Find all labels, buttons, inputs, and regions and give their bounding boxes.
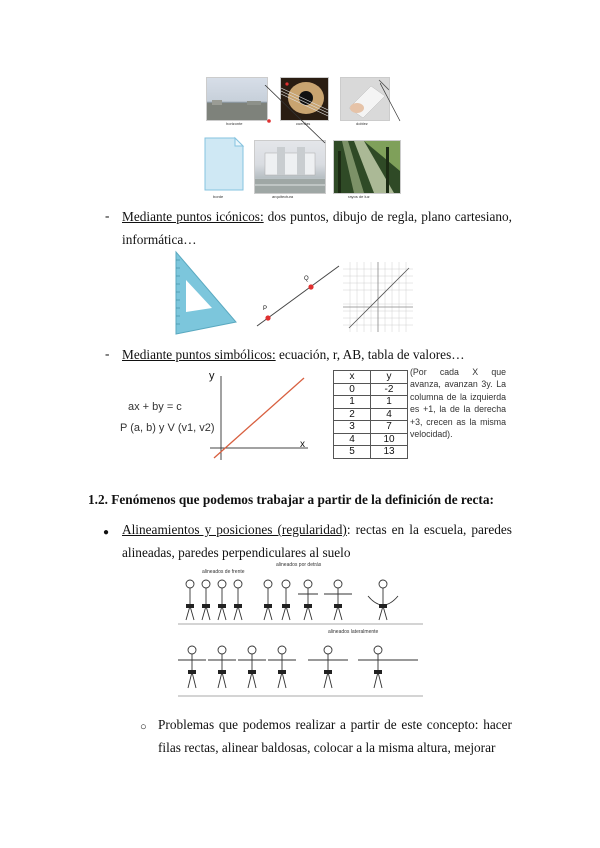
table-cell: 1 [371,396,408,409]
table-cell: 7 [371,421,408,434]
alignment-figures-illustration [178,560,423,700]
caption-architecture: arquitectura [272,194,294,199]
cartesian-plane-icon [343,262,413,332]
photo-paper-sheet [203,136,245,192]
table-cell: 5 [334,446,371,459]
linear-graph [204,372,314,464]
section-heading: 1.2. Fenómenos que podemos trabajar a partir de la definición de recta: [88,492,494,507]
alineamientos-text: : rectas en la escuela, paredes alineadas, paredes perpendiculares al suelo [122,522,512,560]
point-p [265,315,270,320]
problemas-paragraph: Problemas que podemos realizar a partir de este concepto: hacer filas rectas, alinear baldosas, colocar a la misma altura, mejorar [158,717,512,755]
symbolic-text: ecuación, r, AB, tabla de valores… [275,347,465,362]
symbolic-bullet: - [105,346,110,361]
iconic-bullet: - [105,208,110,223]
shorts-top [186,604,387,608]
photo-architecture [254,140,326,194]
caption-light: rayos de luz [348,194,370,199]
table-row [334,396,408,409]
figures-row-bottom [178,646,418,688]
line-pq-diagram [255,262,341,328]
table-cell: 0 [334,383,371,396]
alignment-figure [178,560,423,700]
symbolic-label: Mediante puntos simbólicos: [122,347,276,362]
table-cell: 4 [334,433,371,446]
alineamientos-paragraph [122,518,512,564]
table-cell: 13 [371,446,408,459]
table-note: (Por cada X que avanza, avanzan 3y. La columna de la izquierda es +1, la de la derecha +3, crecen as la misma velocidad). [410,367,506,440]
figure-caption-top: alineados por detrás [276,562,322,568]
table-row [334,433,408,446]
paper-sheet-icon [203,136,245,192]
table-header-x: x [334,371,371,384]
photo-light-rays [333,140,401,194]
point-q-label: Q [304,276,309,282]
symbolic-paragraph [122,343,512,366]
table-row [334,421,408,434]
point-vector-text: P (a, b) y V (v1, v2) [120,422,215,434]
values-table [333,370,408,459]
alineamientos-label: Alineamientos y posiciones (regularidad) [122,522,347,537]
photo-horizon [206,77,268,121]
figure-caption-bottom: alineados lateralmente [328,629,379,635]
light-rays-illustration [334,141,400,193]
table-row [334,446,408,459]
point-p-label: P [263,306,268,312]
alineamientos-bullet: ● [103,527,110,538]
photo-connector-line [260,85,330,145]
table-header-row [334,371,408,384]
table-cell: 3 [334,421,371,434]
axis-x-label: x [300,439,305,450]
fold-connector-line [380,83,402,123]
axis-y-label: y [209,370,215,382]
caption-horizon: horizonte [226,121,243,126]
table-row [334,383,408,396]
table-cell: 4 [371,408,408,421]
table-cell: 2 [334,408,371,421]
iconic-text: dos puntos, dibujo de regla, plano cartesiano, informática… [122,209,512,247]
caption-fold: doblez [356,121,368,126]
table-header-y: y [371,371,408,384]
shorts-bottom [188,670,382,674]
table-cell: -2 [371,383,408,396]
figures-row-top [186,580,398,620]
caption-edge: borde [213,194,224,199]
caption-guitar: cuerdas [296,121,311,126]
table-row [334,408,408,421]
equation-text: ax + by = c [128,401,182,413]
set-square-icon [172,250,238,336]
problemas-bullet: ○ [140,721,147,733]
table-cell: 1 [334,396,371,409]
iconic-label: Mediante puntos icónicos: [122,209,264,224]
horizon-illustration [207,78,267,120]
architecture-illustration [255,141,325,193]
table-cell: 10 [371,433,408,446]
iconic-paragraph [122,205,512,251]
figure-caption-mid: alineados de frente [202,569,245,575]
point-q [308,284,313,289]
